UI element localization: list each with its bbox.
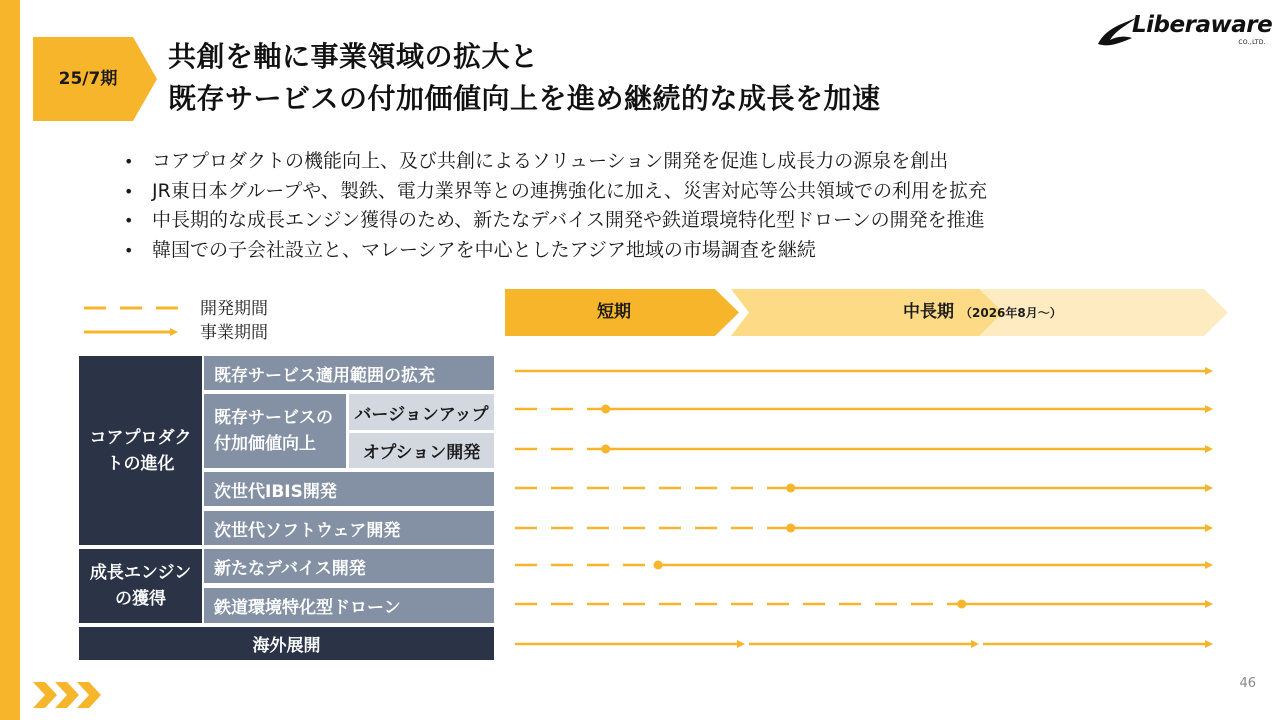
summary-bullets [124, 147, 987, 265]
group-growth-engine [79, 549, 202, 623]
transition-marker [601, 405, 610, 414]
business-arrowhead [1205, 405, 1213, 413]
phase-mid-long-note: （2026年8月～） [960, 306, 1062, 320]
title-line-2: 既存サービスの付加価値向上を進め継続的な成長を加速 [168, 82, 881, 115]
transition-marker [957, 600, 966, 609]
legend-development-label: 開発期間 [200, 299, 268, 319]
business-arrowhead [1205, 561, 1213, 569]
page-number: 46 [1239, 676, 1256, 691]
segment-arrowhead [971, 640, 979, 648]
bullet-item: • 中長期的な成長エンジン獲得のため、新たなデバイス開発や鉄道環境特化型ドローンの開発を推進 [124, 206, 987, 236]
legend-business-label: 事業期間 [200, 323, 268, 343]
business-arrowhead [1205, 524, 1213, 532]
group-core-label: コアプロダクトの進化 [89, 427, 192, 474]
row-software [204, 511, 494, 545]
arrow-line-icon [84, 327, 180, 337]
title-line-1: 共創を軸に事業領域の拡大と [168, 40, 539, 73]
row-overseas-label: 海外展開 [252, 636, 321, 656]
row-value-add [204, 394, 346, 468]
transition-marker [601, 445, 610, 454]
transition-marker [786, 484, 795, 493]
page-title [168, 36, 881, 120]
phase-short-label: 短期 [597, 302, 631, 322]
company-logo [1096, 12, 1272, 52]
business-arrowhead [1205, 484, 1213, 492]
row-ibis [204, 472, 494, 506]
period-label: 25/7期 [58, 69, 118, 89]
phase-mid-long [731, 289, 1062, 336]
sub-version-up-label: バージョンアップ [354, 404, 489, 425]
business-arrowhead [1205, 445, 1213, 453]
chevron-arrows-icon [33, 682, 105, 708]
sub-option-dev-label: オプション開発 [362, 443, 481, 463]
bullet-item: • コアプロダクトの機能向上、及び共創によるソリューション開発を促進し成長力の源泉を創出 [124, 147, 987, 177]
transition-marker [654, 561, 663, 570]
transition-marker [786, 524, 795, 533]
row-existing-expansion [204, 356, 494, 390]
group-growth-label: 成長エンジンの獲得 [89, 563, 192, 609]
segment-arrowhead [737, 640, 745, 648]
phase-short [505, 289, 739, 336]
business-arrowhead [1205, 367, 1213, 375]
bullet-item: • JR東日本グループや、製鉄、電力業界等との連携強化に加え、災害対応等公共領域での利用を拡充 [124, 177, 987, 207]
phase-mid-long-label: 中長期 [903, 302, 954, 322]
row-ibis-label: 次世代IBIS開発 [214, 481, 337, 502]
segment-arrowhead [1205, 640, 1213, 648]
row-software-label: 次世代ソフトウェア開発 [214, 520, 401, 541]
period-badge [33, 37, 157, 121]
dashed-line-icon [84, 303, 180, 313]
logo-subtext: CO.,LTD. [1238, 39, 1266, 46]
row-existing-expansion-label: 既存サービス適用範囲の拡充 [214, 365, 435, 386]
sub-option-dev [349, 433, 494, 468]
row-overseas [79, 627, 494, 660]
row-railway-drone [204, 588, 494, 623]
business-arrowhead [1205, 600, 1213, 608]
row-new-device-label: 新たなデバイス開発 [214, 558, 366, 579]
logo-word: Liberaware [1132, 12, 1273, 38]
group-core-product [79, 356, 202, 545]
bullet-item: • 韓国での子会社設立と、マレーシアを中心としたアジア地域の市場調査を継続 [124, 236, 987, 266]
sub-version-up [349, 394, 494, 430]
left-accent-bar [0, 0, 20, 720]
row-value-add-label: 既存サービスの付加価値向上 [214, 408, 333, 454]
row-railway-drone-label: 鉄道環境特化型ドローン [214, 598, 401, 618]
row-new-device [204, 549, 494, 583]
